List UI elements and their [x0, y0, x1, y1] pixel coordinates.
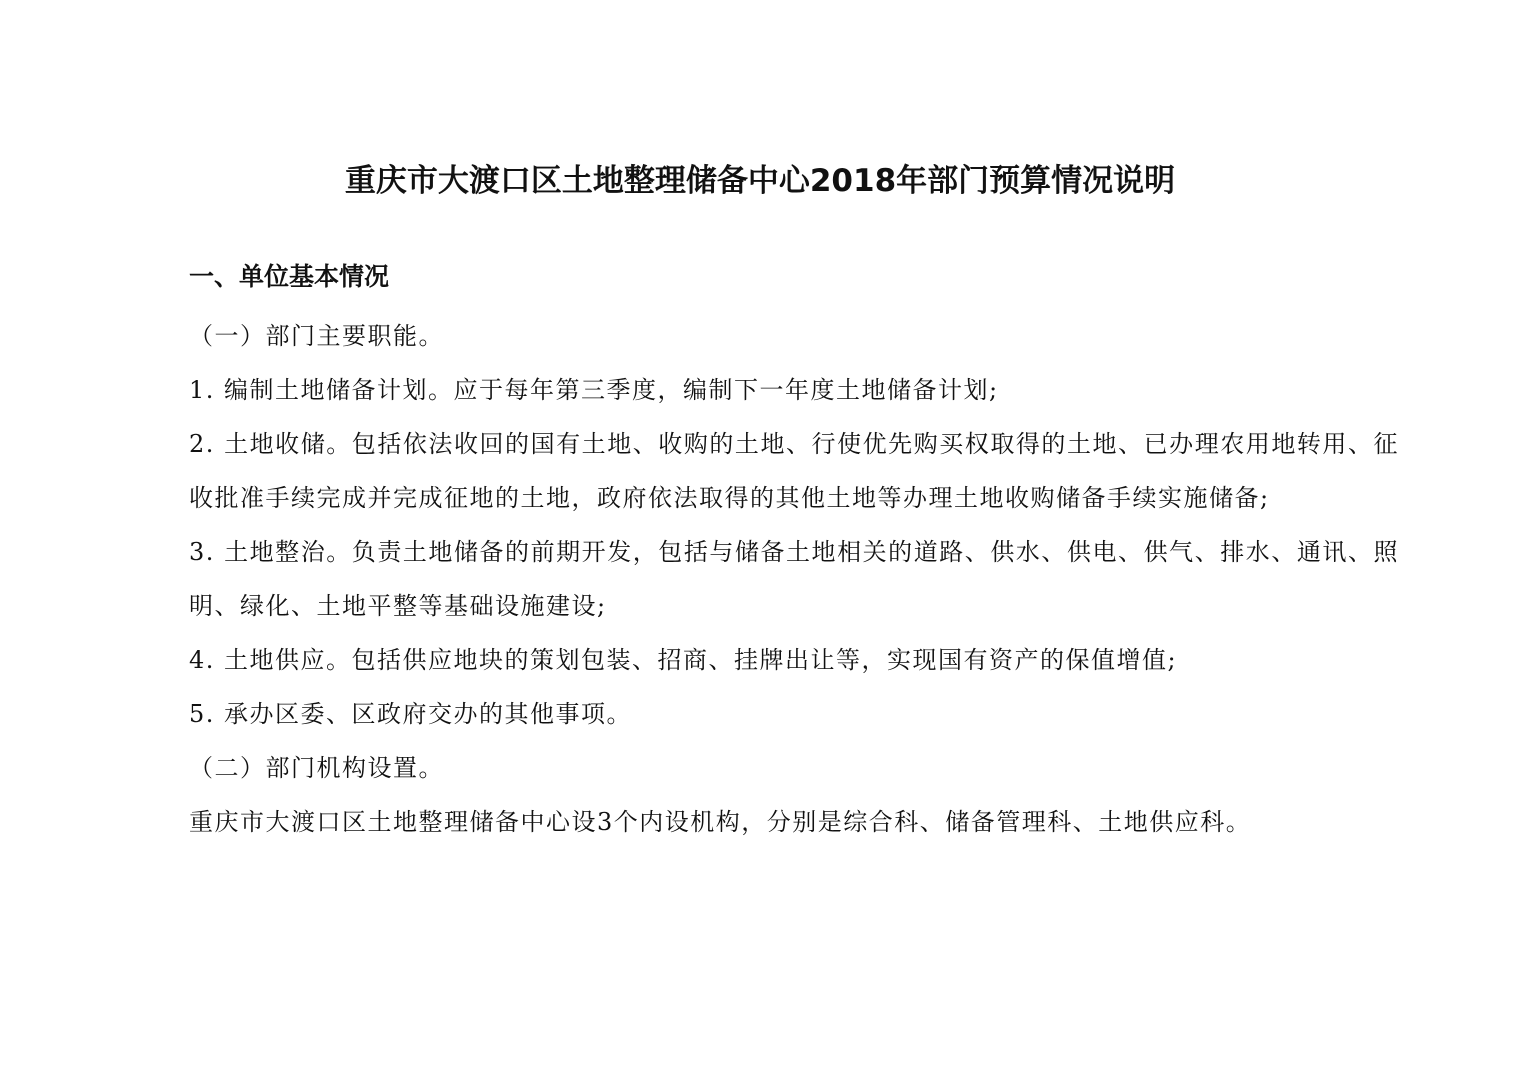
function-item-1: 1. 编制土地储备计划。应于每年第三季度，编制下一年度土地储备计划; [189, 376, 999, 404]
section-heading-basic-info: 一、单位基本情况 [189, 262, 390, 291]
document-title: 重庆市大渡口区土地整理储备中心2018年部门预算情况说明 [344, 162, 1176, 199]
subsection-heading-structure: （二）部门机构设置。 [189, 754, 444, 782]
function-item-4: 4. 土地供应。包括供应地块的策划包装、招商、挂牌出让等，实现国有资产的保值增值; [189, 646, 1178, 674]
subsection-heading-functions: （一）部门主要职能。 [189, 322, 444, 350]
document-body [189, 255, 1399, 849]
function-item-5: 5. 承办区委、区政府交办的其他事项。 [189, 700, 633, 728]
structure-text: 重庆市大渡口区土地整理储备中心设3个内设机构，分别是综合科、储备管理科、土地供应科。 [189, 808, 1252, 836]
function-item-2: 2. 土地收储。包括依法收回的国有土地、收购的土地、行使优先购买权取得的土地、已办理农用地转用、征收批准手续完成并完成征地的土地，政府依法取得的其他土地等办理土地收购储备手续实施储备; [189, 430, 1399, 512]
function-item-3: 3. 土地整治。负责土地储备的前期开发，包括与储备土地相关的道路、供水、供电、供气、排水、通讯、照明、绿化、土地平整等基础设施建设; [189, 538, 1399, 620]
